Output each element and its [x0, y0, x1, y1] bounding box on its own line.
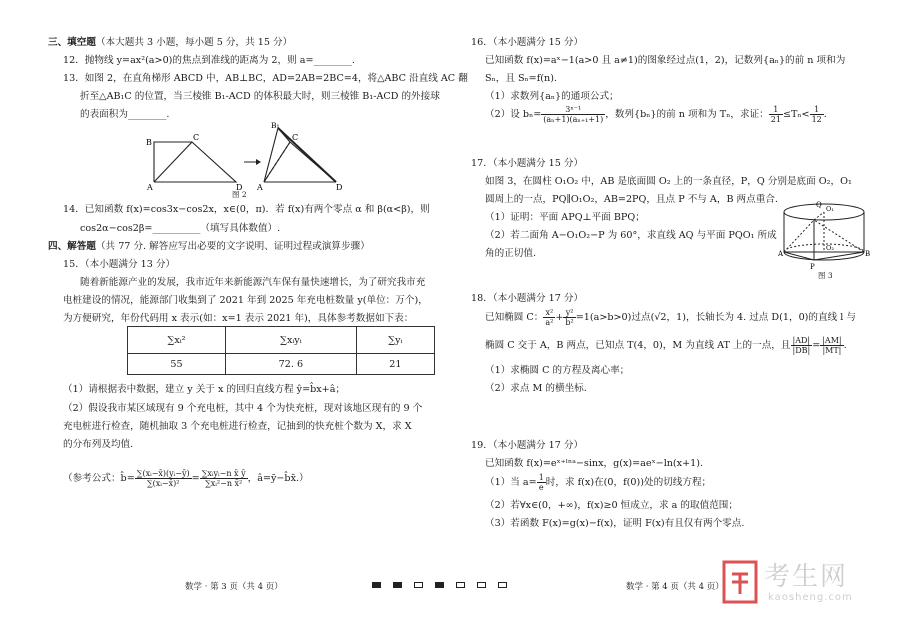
- q18-ratio2-num: |AM|: [822, 336, 842, 345]
- right-page: [450, 0, 900, 620]
- q16-right-num: 1: [810, 105, 824, 115]
- watermark-logo-icon: [722, 560, 760, 606]
- question-16-line-2: Sₙ，且 Sₙ=f(n).: [485, 73, 557, 84]
- watermark: [720, 556, 896, 616]
- q18-y-den: b²: [565, 318, 574, 327]
- q18-equals: =: [812, 340, 821, 351]
- q18-ratio2-den: |MT|: [822, 346, 842, 355]
- table-header-cell: ∑yᵢ: [356, 327, 434, 354]
- question-17-part-2-line-1: （2）若二面角 A−O₁O₂−P 为 60°，求直线 AQ 与平面 PQO₁ 所成: [485, 230, 777, 241]
- q16-fraction: [541, 105, 605, 124]
- section3-heading: [48, 37, 292, 49]
- q16-fraction-num: 3ⁿ⁻¹: [541, 105, 605, 115]
- fig2-label-c2: C: [292, 133, 299, 142]
- divider-square: [393, 582, 402, 588]
- data-table: [127, 326, 435, 375]
- formula-denominator-2: ∑xᵢ²−n x̄²: [205, 479, 243, 488]
- question-17-part-2-line-2: 角的正切值.: [485, 248, 537, 259]
- section4-title: 四、解答题: [48, 241, 96, 252]
- q16-end: .: [823, 109, 827, 120]
- question-17-header: 17．（本小题满分 15 分）: [471, 158, 584, 169]
- q19-part1-tail: 时，求 f(x)在(0，f(0))处的切线方程；: [545, 477, 712, 488]
- fig2-label-d: D: [236, 183, 243, 192]
- fig2-label-a: A: [147, 183, 153, 192]
- section4-heading: [48, 241, 370, 253]
- q18-y-num: y²: [563, 308, 575, 318]
- question-13-line-3: 的表面积为________.: [80, 109, 170, 120]
- question-13-line-1: 13．如图 2，在直角梯形 ABCD 中，AB⊥BC，AD=2AB=2BC=4，将△ABC 沿直线 AC 翻: [63, 73, 468, 84]
- table-header-cell: ∑xᵢyᵢ: [225, 327, 356, 354]
- question-15-part-1: （1）请根据表中数据，建立 y 关于 x 的回归直线方程 ŷ=b̂x+â；: [63, 384, 346, 395]
- q18-ratio1-den: |DB|: [792, 346, 811, 355]
- question-16-part-1: （1）求数列{aₙ}的通项公式；: [485, 91, 619, 102]
- formula-equals: =: [191, 473, 200, 484]
- fig2-label-d2: D: [336, 183, 343, 192]
- formula-fraction-2: [200, 469, 248, 488]
- fig2-label-b: B: [146, 138, 152, 147]
- section3-title: 三、填空题: [48, 37, 96, 48]
- table-header-row: [128, 327, 435, 354]
- formula-prefix: （参考公式：b̂=: [63, 473, 135, 484]
- fig3-label-q: Q: [816, 201, 822, 209]
- fig2-label-c: C: [193, 133, 200, 142]
- divider-square: [435, 582, 444, 588]
- figure-3-cylinder: [778, 198, 870, 274]
- table-cell: 55: [128, 354, 226, 375]
- table-row: [128, 354, 435, 375]
- question-16-line-1: 已知函数 f(x)=aˣ−1(a>0 且 a≠1)的图象经过点(1，2)，记数列{aₙ}的前 n 项和为: [485, 55, 846, 66]
- divider-square: [372, 582, 381, 588]
- q16-fraction-den: (aₙ+1)(aₙ₊₁+1): [543, 115, 604, 124]
- section4-note: （共 77 分. 解答应写出必要的文字说明、证明过程或演算步骤）: [95, 241, 370, 252]
- question-19-header: 19．（本小题满分 17 分）: [471, 440, 584, 451]
- question-17-line-1: 如图 3，在圆柱 O₁O₂ 中，AB 是底面圆 O₂ 上的一条直径，P，Q 分别是底面 O₂，O₁: [485, 176, 852, 187]
- question-19-part-3: （3）若函数 F(x)=g(x)−f(x)，证明 F(x)有且仅有两个零点.: [485, 518, 745, 529]
- question-15-part-2-line-2: 充电桩进行检查，随机抽取 3 个充电桩进行检查，记抽到的快充桩个数为 X，求 X: [63, 421, 412, 432]
- divider-square: [414, 582, 423, 588]
- question-15-para-1: 随着新能源产业的发展，我市近年来新能源汽车保有量快速增长，为了研究我市充: [80, 277, 426, 288]
- fig3-label-o2: O₂: [826, 244, 834, 252]
- figure-2-caption: 图 2: [232, 190, 247, 199]
- q16-left-bound: [769, 105, 783, 124]
- q18-line2-prefix: 椭圆 C 交于 A，B 两点，已知点 T(4，0)，M 为直线 AT 上的一点，且: [485, 340, 791, 351]
- question-14-line-2: cos2α−cos2β=__________（填写具体数值）.: [80, 223, 281, 234]
- question-18-line-2: [485, 334, 847, 358]
- q18-y-fraction: [563, 308, 575, 327]
- question-19-part-1: [485, 472, 711, 494]
- question-17-line-2: 圆周上的一点，PQ∥O₁O₂，AB=2PQ，且点 P 不与 A，B 两点重合.: [485, 194, 778, 205]
- q16-part2-mid: ，数列{bₙ}的前 n 项和为 Tₙ，求证：: [605, 109, 769, 120]
- fig3-label-p: P: [810, 263, 815, 271]
- table-cell: 21: [356, 354, 434, 375]
- question-13-line-2: 折至△AB₁C 的位置，当三棱锥 B₁-ACD 的体积最大时，则三棱锥 B₁-ACD 的外接球: [80, 91, 440, 102]
- q16-right-den: 12: [811, 115, 822, 124]
- question-18-part-2: （2）求点 M 的横坐标.: [485, 383, 587, 394]
- formula-numerator-2: ∑xᵢyᵢ−n x̄ ȳ: [201, 469, 246, 478]
- section3-note: （本大题共 3 小题，每小题 5 分，共 15 分）: [95, 37, 293, 48]
- q19-part1-prefix: （1）当 a=: [485, 477, 537, 488]
- table-header-cell: ∑xᵢ²: [128, 327, 226, 354]
- arrow-icon: [244, 159, 261, 165]
- q19-fraction-den: e: [538, 483, 544, 492]
- q18-ratio-2: [820, 336, 843, 355]
- question-16-header: 16．（本小题满分 15 分）: [471, 37, 584, 48]
- page-4-footer: 数学 · 第 4 页（共 4 页）: [626, 582, 724, 592]
- q16-left-den: 21: [770, 115, 781, 124]
- question-18-line-1: [485, 306, 856, 330]
- q16-part2-prefix: （2）设 bₙ=: [485, 109, 542, 120]
- q16-right-bound: [810, 105, 824, 124]
- watermark-text: 考生网: [764, 562, 849, 592]
- cylinder-outline: [784, 204, 864, 260]
- q16-left-num: 1: [769, 105, 783, 115]
- q18-line1-tail: =1(a>b>0)过点(√2，1)，长轴长为 4. 过点 D(1，0)的直线 l 与: [575, 312, 856, 323]
- figure-3-caption: 图 3: [818, 271, 833, 280]
- q19-fraction: [537, 473, 546, 492]
- fig3-label-a: A: [778, 250, 784, 258]
- q18-line1-prefix: 已知椭圆 C：: [485, 312, 544, 323]
- q18-x-den: a²: [545, 318, 554, 327]
- formula-numerator: ∑(xᵢ−x̄)(yᵢ−ȳ): [136, 469, 190, 478]
- reference-formula: [63, 466, 309, 492]
- formula-tail: ，â=ȳ−b̂x̄.）: [247, 473, 309, 484]
- table-cell: 72. 6: [225, 354, 356, 375]
- question-15-para-3: 为方便研究，年份代码用 x 表示(如：x=1 表示 2021 年)，具体参考数据如下表：: [63, 313, 414, 324]
- question-18-header: 18．（本小题满分 17 分）: [471, 293, 584, 304]
- question-15-para-2: 电桩建设的情况，能源部门收集到了 2021 年到 2025 年充电桩数量 y(单位：万个)，: [63, 295, 428, 306]
- question-17-part-1: （1）证明：平面 APQ⊥平面 BPQ；: [485, 212, 645, 223]
- figure-2: [140, 122, 350, 194]
- q18-line2-tail: .: [843, 340, 847, 351]
- question-14-line-1: 14．已知函数 f(x)=cos3x−cos2x，x∈(0，π)．若 f(x)有两个零点 α 和 β(α<β)，则: [63, 204, 430, 215]
- q18-x-num: x²: [543, 308, 555, 318]
- question-18-part-1: （1）求椭圆 C 的方程及离心率；: [485, 365, 630, 376]
- q16-relation: ≤Tₙ<: [782, 109, 810, 120]
- fig2-label-a2: A: [257, 183, 263, 192]
- q18-x-fraction: [543, 308, 555, 327]
- formula-denominator: ∑(xᵢ−x̄)²: [146, 479, 180, 488]
- fig3-label-o1: O₁: [826, 205, 834, 213]
- q18-plus: +: [555, 312, 564, 323]
- question-12: 12．抛物线 y=ax²(a>0)的焦点到准线的距离为 2，则 a=________.: [63, 55, 355, 66]
- q18-ratio-1: [791, 336, 813, 355]
- question-19-line-1: 已知函数 f(x)=eˣ⁺ˡⁿᵃ−sinx，g(x)=aeˣ−ln(x+1).: [485, 458, 704, 469]
- folded-figure: [264, 128, 336, 182]
- fig2-label-b1: B₁: [271, 122, 280, 130]
- question-15-part-2-line-3: 的分布列及均值.: [63, 439, 134, 450]
- q18-ratio1-num: |AD|: [791, 336, 813, 346]
- question-15-header: 15．（本小题满分 13 分）: [63, 259, 176, 270]
- q19-fraction-num: 1: [538, 473, 544, 482]
- question-16-part-2: [485, 103, 827, 127]
- trapezoid-figure: [154, 142, 236, 182]
- watermark-subtext: kaosheng.com: [768, 592, 853, 603]
- question-19-part-2: （2）若∀x∈(0，+∞)，f(x)≥0 恒成立，求 a 的取值范围；: [485, 500, 738, 511]
- page-3-footer: 数学 · 第 3 页（共 4 页）: [185, 582, 283, 592]
- formula-fraction-1: [135, 469, 192, 488]
- fig3-label-b: B: [865, 250, 870, 258]
- question-15-part-2-line-1: （2）假设我市某区域现有 9 个充电桩，其中 4 个为快充桩，现对该地区现有的 9 个: [63, 403, 423, 414]
